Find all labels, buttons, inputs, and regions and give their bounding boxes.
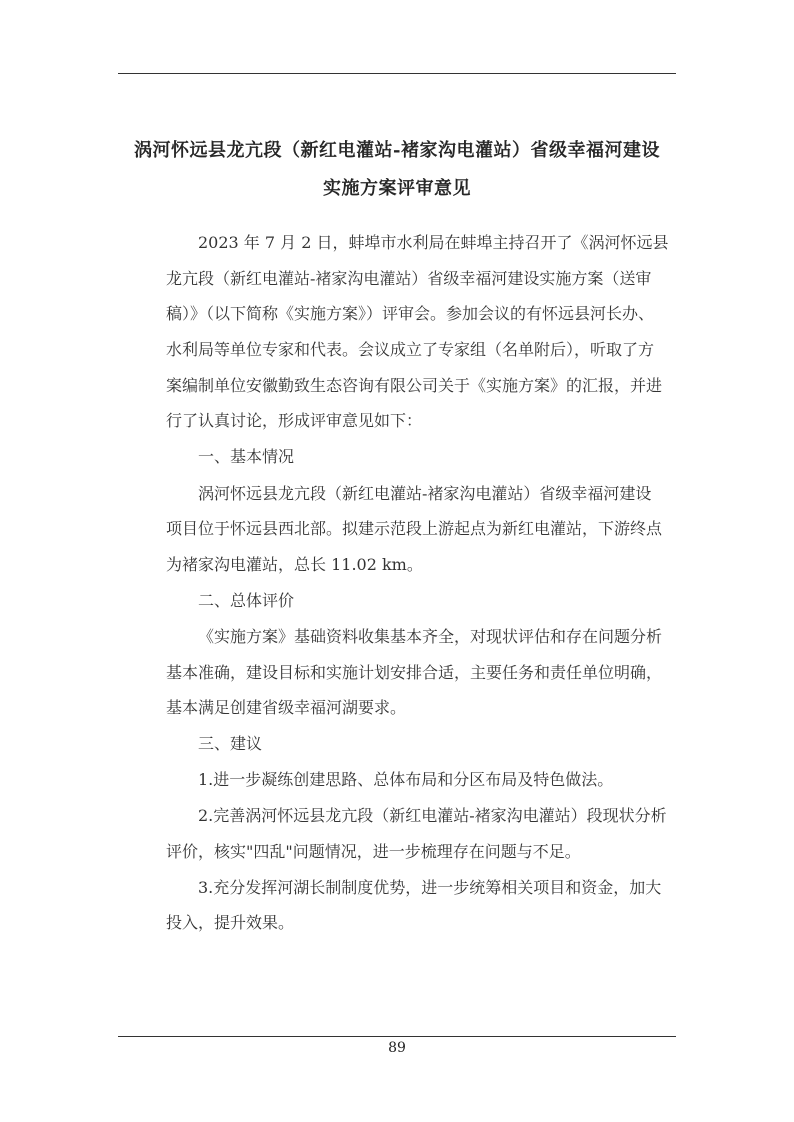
intro-line-1: 2023 年 7 月 2 日，蚌埠市水利局在蚌埠主持召开了《涡河怀远县 (198, 233, 669, 252)
intro-line-3: 稿）》（以下简称《实施方案》）评审会。参加会议的有怀远县河长办、 (166, 304, 655, 323)
section1-line-1: 涡河怀远县龙亢段（新红电灌站-褚家沟电灌站）省级幸福河建设 (198, 484, 652, 503)
section2-line-3: 基本满足创建省级幸福河湖要求。 (166, 698, 407, 717)
suggestion-1: 1.进一步凝练创建思路、总体布局和分区布局及特色做法。 (198, 770, 614, 789)
suggestion-2-line-1: 2.完善涡河怀远县龙亢段（新红电灌站-褚家沟电灌站）段现状分析 (198, 806, 667, 825)
intro-line-5: 案编制单位安徽勤致生态咨询有限公司关于《实施方案》的汇报，并进 (166, 376, 663, 395)
intro-line-6: 行了认真讨论，形成评审意见如下： (166, 411, 423, 430)
section1-line-3: 为褚家沟电灌站，总长 11.02 km。 (166, 555, 423, 574)
document-title-line-2: 实施方案评审意见 (323, 178, 471, 199)
intro-line-4: 水利局等单位专家和代表。会议成立了专家组（名单附后），听取了方 (166, 340, 655, 359)
section-heading-suggestions: 三、建议 (198, 734, 263, 753)
suggestion-3-line-2: 投入，提升效果。 (166, 913, 295, 932)
section-heading-basic-info: 一、基本情况 (198, 447, 295, 466)
section2-line-2: 基本准确，建设目标和实施计划安排合适，主要任务和责任单位明确， (166, 663, 663, 682)
suggestion-3-line-1: 3.充分发挥河湖长制制度优势，进一步统筹相关项目和资金，加大 (198, 878, 662, 897)
section2-line-1: 《实施方案》基础资料收集基本齐全，对现状评估和存在问题分析 (198, 627, 663, 646)
document-title-line-1: 涡河怀远县龙亢段（新红电灌站-褚家沟电灌站）省级幸福河建设 (134, 140, 660, 161)
suggestion-2-line-2: 评价，核实"四乱"问题情况，进一步梳理存在问题与不足。 (166, 842, 581, 861)
page-number: 89 (388, 1040, 406, 1056)
header-rule (118, 73, 676, 74)
footer-rule (118, 1036, 676, 1037)
section1-line-2: 项目位于怀远县西北部。拟建示范段上游起点为新红电灌站，下游终点 (166, 519, 663, 538)
section-heading-overall-evaluation: 二、总体评价 (198, 591, 295, 610)
intro-line-2: 龙亢段（新红电灌站-褚家沟电灌站）省级幸福河建设实施方案（送审 (166, 269, 652, 288)
